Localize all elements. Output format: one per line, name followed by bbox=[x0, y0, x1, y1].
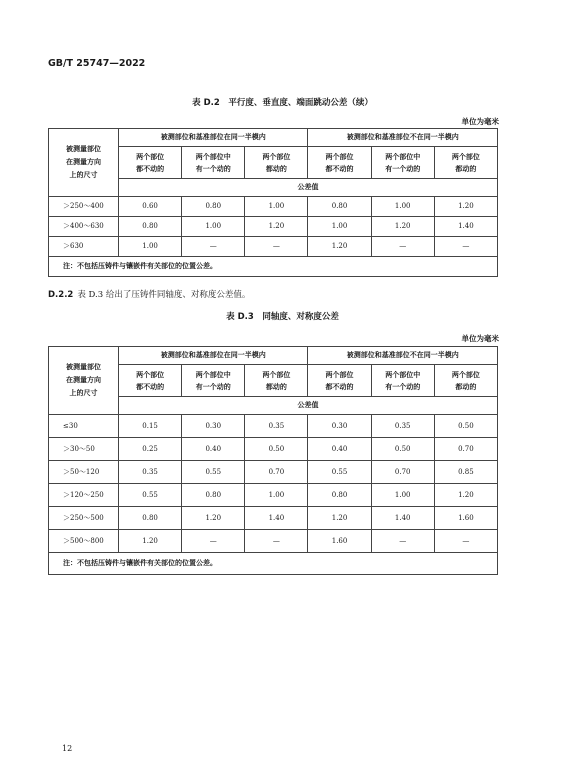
table-d2-title: 表 D.2 平行度、垂直度、端面跳动公差（续） bbox=[192, 98, 373, 108]
size-cell: ＞630 bbox=[49, 237, 119, 257]
value-cell: 0.80 bbox=[119, 217, 182, 237]
value-cell: 0.50 bbox=[434, 415, 497, 438]
value-cell: — bbox=[182, 530, 245, 553]
value-cell: 0.70 bbox=[371, 461, 434, 484]
value-cell: 0.35 bbox=[119, 461, 182, 484]
value-cell: 1.00 bbox=[371, 484, 434, 507]
value-cell: 0.80 bbox=[308, 197, 371, 217]
size-cell: ＞400～630 bbox=[49, 217, 119, 237]
value-cell: 1.20 bbox=[308, 507, 371, 530]
table-d2 bbox=[48, 128, 498, 277]
subheader-cell: 两个部位 都动的 bbox=[434, 365, 497, 397]
standard-number: GB/T 25747—2022 bbox=[48, 58, 146, 69]
value-cell: 0.50 bbox=[371, 438, 434, 461]
clause-d-2-2 bbox=[48, 288, 250, 300]
value-cell: 0.50 bbox=[245, 438, 308, 461]
subheader-cell: 两个部位中 有一个动的 bbox=[371, 365, 434, 397]
value-cell: 1.20 bbox=[119, 530, 182, 553]
value-cell: 1.20 bbox=[182, 507, 245, 530]
table-d2-unit: 单位为毫米 bbox=[461, 117, 499, 126]
table-row bbox=[49, 197, 498, 217]
value-cell: 1.60 bbox=[434, 507, 497, 530]
table-note: 注：不包括压铸件与镶嵌件有关部位的位置公差。 bbox=[49, 257, 498, 277]
value-cell: 1.40 bbox=[245, 507, 308, 530]
subheader-cell: 两个部位中 有一个动的 bbox=[371, 147, 434, 179]
table-row bbox=[49, 415, 498, 438]
size-cell: ＞120～250 bbox=[49, 484, 119, 507]
subheader-cell: 两个部位中 有一个动的 bbox=[182, 147, 245, 179]
table-row bbox=[49, 237, 498, 257]
value-cell: 0.85 bbox=[434, 461, 497, 484]
value-cell: 0.55 bbox=[182, 461, 245, 484]
table-d3 bbox=[48, 346, 498, 575]
value-cell: — bbox=[182, 237, 245, 257]
subheader-cell: 两个部位中 有一个动的 bbox=[182, 365, 245, 397]
table-row bbox=[49, 507, 498, 530]
value-cell: 1.00 bbox=[308, 217, 371, 237]
value-cell: 1.60 bbox=[308, 530, 371, 553]
table-row bbox=[49, 461, 498, 484]
value-cell: 0.80 bbox=[119, 507, 182, 530]
value-cell: 0.55 bbox=[308, 461, 371, 484]
value-cell: 0.80 bbox=[182, 484, 245, 507]
value-cell: — bbox=[245, 237, 308, 257]
value-cell: 0.70 bbox=[245, 461, 308, 484]
group-same-half-header: 被测部位和基准部位在同一半模内 bbox=[119, 129, 308, 147]
group-same-half-header: 被测部位和基准部位在同一半模内 bbox=[119, 347, 308, 365]
clause-text: 表 D.3 给出了压铸件同轴度、对称度公差值。 bbox=[77, 290, 251, 300]
value-cell: 1.20 bbox=[308, 237, 371, 257]
subheader-cell: 两个部位 都不动的 bbox=[119, 147, 182, 179]
page-number: 12 bbox=[62, 744, 73, 753]
size-cell: ＞250～500 bbox=[49, 507, 119, 530]
value-cell: 0.55 bbox=[119, 484, 182, 507]
subheader-cell: 两个部位 都不动的 bbox=[308, 365, 371, 397]
table-row bbox=[49, 438, 498, 461]
table-row bbox=[49, 217, 498, 237]
value-cell: 1.20 bbox=[245, 217, 308, 237]
value-cell: 0.80 bbox=[182, 197, 245, 217]
group-different-half-header: 被测部位和基准部位不在同一半模内 bbox=[308, 129, 498, 147]
value-cell: 0.35 bbox=[371, 415, 434, 438]
table-d3-unit: 单位为毫米 bbox=[461, 334, 499, 343]
table-row bbox=[49, 530, 498, 553]
clause-number: D.2.2 bbox=[48, 290, 74, 300]
subheader-cell: 两个部位 都动的 bbox=[434, 147, 497, 179]
value-cell: — bbox=[371, 237, 434, 257]
value-cell: 0.30 bbox=[182, 415, 245, 438]
value-cell: 0.40 bbox=[308, 438, 371, 461]
value-cell: 1.00 bbox=[119, 237, 182, 257]
value-cell: 0.15 bbox=[119, 415, 182, 438]
value-cell: 0.35 bbox=[245, 415, 308, 438]
tolerance-value-label: 公差值 bbox=[119, 397, 498, 415]
value-cell: 1.40 bbox=[434, 217, 497, 237]
size-cell: ＞250～400 bbox=[49, 197, 119, 217]
table-note: 注：不包括压铸件与镶嵌件有关部位的位置公差。 bbox=[49, 553, 498, 575]
value-cell: 1.00 bbox=[245, 197, 308, 217]
size-cell: ＞30～50 bbox=[49, 438, 119, 461]
tolerance-value-label: 公差值 bbox=[119, 179, 498, 197]
table-d3-title: 表 D.3 同轴度、对称度公差 bbox=[226, 312, 339, 322]
size-column-header: 被测量部位 在测量方向 上的尺寸 bbox=[49, 129, 119, 197]
table-row bbox=[49, 484, 498, 507]
size-cell: ＞500～800 bbox=[49, 530, 119, 553]
value-cell: 1.20 bbox=[434, 484, 497, 507]
value-cell: 0.25 bbox=[119, 438, 182, 461]
value-cell: 0.80 bbox=[308, 484, 371, 507]
group-different-half-header: 被测部位和基准部位不在同一半模内 bbox=[308, 347, 498, 365]
value-cell: 0.60 bbox=[119, 197, 182, 217]
value-cell: — bbox=[371, 530, 434, 553]
value-cell: — bbox=[434, 530, 497, 553]
value-cell: 1.00 bbox=[182, 217, 245, 237]
value-cell: 0.70 bbox=[434, 438, 497, 461]
subheader-cell: 两个部位 都不动的 bbox=[308, 147, 371, 179]
subheader-cell: 两个部位 都不动的 bbox=[119, 365, 182, 397]
value-cell: 1.20 bbox=[371, 217, 434, 237]
subheader-cell: 两个部位 都动的 bbox=[245, 147, 308, 179]
size-column-header: 被测量部位 在测量方向 上的尺寸 bbox=[49, 347, 119, 415]
value-cell: — bbox=[434, 237, 497, 257]
value-cell: 1.20 bbox=[434, 197, 497, 217]
size-cell: ＞50～120 bbox=[49, 461, 119, 484]
subheader-cell: 两个部位 都动的 bbox=[245, 365, 308, 397]
value-cell: 0.40 bbox=[182, 438, 245, 461]
value-cell: 1.00 bbox=[245, 484, 308, 507]
value-cell: 1.40 bbox=[371, 507, 434, 530]
value-cell: 1.00 bbox=[371, 197, 434, 217]
value-cell: 0.30 bbox=[308, 415, 371, 438]
size-cell: ≤30 bbox=[49, 415, 119, 438]
value-cell: — bbox=[245, 530, 308, 553]
